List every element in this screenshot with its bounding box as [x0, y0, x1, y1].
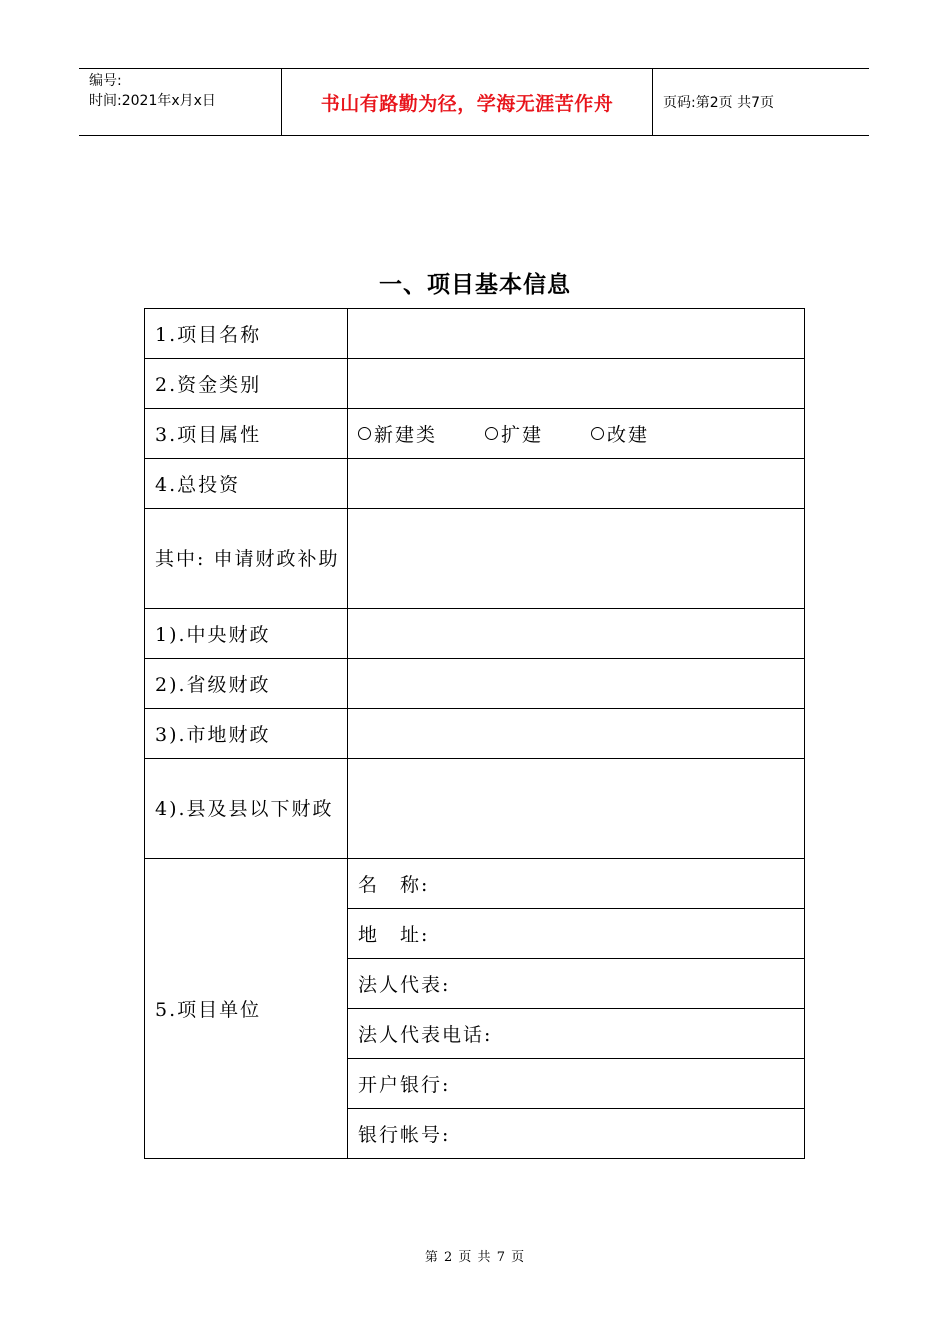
table-row: [145, 409, 805, 459]
radio-circle-icon[interactable]: [591, 427, 604, 440]
page-header: [79, 68, 869, 136]
total-investment-label: 4.总投资: [145, 459, 348, 509]
table-row: [145, 309, 805, 359]
bank-account-field[interactable]: 银行帐号:: [348, 1109, 805, 1159]
county-finance-label: 4).县及县以下财政: [145, 759, 348, 859]
header-number: 编号:: [89, 73, 122, 89]
header-page-info: 页码:第2页 共7页: [663, 95, 774, 111]
radio-circle-icon[interactable]: [358, 427, 371, 440]
option-label: 改建: [607, 424, 650, 446]
table-row: [145, 509, 805, 609]
fund-category-label: 2.资金类别: [145, 359, 348, 409]
project-name-value[interactable]: [348, 309, 805, 359]
table-row: [145, 709, 805, 759]
unit-address-field[interactable]: 地 址:: [348, 909, 805, 959]
table-row: [145, 459, 805, 509]
project-attribute-options: [348, 409, 805, 459]
county-finance-value[interactable]: [348, 759, 805, 859]
table-row: [145, 359, 805, 409]
option-renovate[interactable]: [591, 420, 649, 447]
subsidy-label: 其中: 申请财政补助: [145, 509, 348, 609]
subsidy-value[interactable]: [348, 509, 805, 609]
project-name-label: 1.项目名称: [145, 309, 348, 359]
central-finance-value[interactable]: [348, 609, 805, 659]
project-info-table: [144, 308, 805, 1159]
unit-name-field[interactable]: 名 称:: [348, 859, 805, 909]
project-unit-label: 5.项目单位: [145, 859, 348, 1159]
header-motto: 书山有路勤为径，学海无涯苦作舟: [281, 69, 653, 135]
provincial-finance-value[interactable]: [348, 659, 805, 709]
radio-circle-icon[interactable]: [485, 427, 498, 440]
header-date: 时间:2021年x月x日: [89, 93, 216, 109]
city-finance-label: 3).市地财政: [145, 709, 348, 759]
page-footer: 第 2 页 共 7 页: [424, 1250, 526, 1265]
option-expand[interactable]: [485, 420, 543, 447]
table-row: [145, 609, 805, 659]
fund-category-value[interactable]: [348, 359, 805, 409]
table-row: [145, 759, 805, 859]
option-new-build[interactable]: [358, 420, 437, 447]
table-row: [145, 859, 805, 909]
header-meta: [79, 69, 281, 135]
option-label: 新建类: [374, 424, 438, 446]
table-row: [145, 659, 805, 709]
legal-rep-phone-field[interactable]: 法人代表电话:: [348, 1009, 805, 1059]
central-finance-label: 1).中央财政: [145, 609, 348, 659]
city-finance-value[interactable]: [348, 709, 805, 759]
provincial-finance-label: 2).省级财政: [145, 659, 348, 709]
section-title: 一、项目基本信息: [379, 272, 571, 298]
project-attribute-label: 3.项目属性: [145, 409, 348, 459]
bank-field[interactable]: 开户银行:: [348, 1059, 805, 1109]
legal-rep-field[interactable]: 法人代表:: [348, 959, 805, 1009]
option-label: 扩建: [501, 424, 544, 446]
total-investment-value[interactable]: [348, 459, 805, 509]
